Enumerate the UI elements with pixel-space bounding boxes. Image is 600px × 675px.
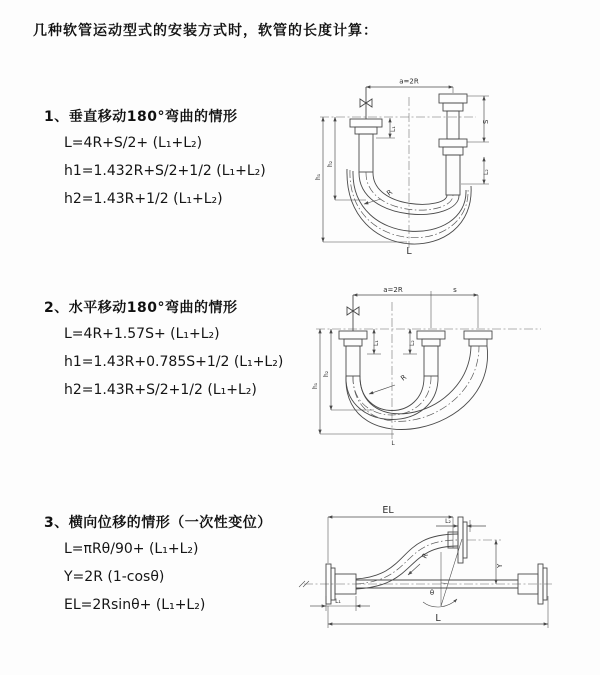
valve-icon [360, 87, 372, 119]
dimension-a2r-s [353, 286, 478, 328]
dim-l1-label: L₁ [390, 126, 397, 132]
formula-line: h1=1.43R+0.785S+1/2 (L₁+L₂) [64, 354, 284, 370]
dim-el-label: EL [382, 505, 394, 516]
radius-label: R [399, 373, 409, 383]
formula-line: L=4R+S/2+ (L₁+L₂) [64, 135, 203, 151]
dimension-l1 [376, 118, 397, 138]
dim-h1-label: h₁ [312, 382, 319, 389]
formula-line: h2=1.43R+1/2 (L₁+L₂) [64, 191, 223, 207]
formula-line: L=4R+1.57S+ (L₁+L₂) [64, 326, 220, 342]
formula-line: h2=1.43R+S/2+1/2 (L₁+L₂) [64, 382, 257, 398]
formula-line: Y=2R (1-cosθ) [64, 569, 165, 585]
dim-l1-label: L₁ [335, 598, 341, 605]
length-label: L [406, 246, 412, 257]
centerlines [316, 302, 541, 440]
radius-label: R [420, 552, 430, 560]
section3-formulas [64, 535, 205, 619]
dimension-s [467, 96, 490, 142]
length-label: L [391, 440, 395, 447]
dim-h2-label: h₂ [323, 370, 330, 377]
formula-line: h1=1.432R+S/2+1/2 (L₁+L₂) [64, 163, 266, 179]
dimension-el [328, 505, 453, 563]
dim-s-label: S [482, 119, 490, 124]
dimension-l2 [436, 518, 486, 532]
dim-l2-label: L₂ [409, 340, 416, 346]
hose-curves [346, 346, 488, 429]
dimension-h1 [315, 117, 407, 242]
radius-label: R [385, 188, 395, 198]
diagram-lateral-displacement [296, 502, 600, 640]
dim-y-label: Y [496, 563, 504, 568]
dimension-l2 [403, 329, 417, 354]
section1-heading: 1、垂直移动180°弯曲的情形 [44, 109, 238, 125]
right-pipe-assembly [464, 331, 492, 346]
dimension-a2r [366, 78, 453, 94]
radius-callout [408, 552, 430, 575]
left-pipe-assembly [350, 119, 382, 172]
dimension-y [496, 540, 504, 584]
dim-a2r-label: a=2R [383, 286, 403, 294]
dim-h1-label: h₁ [315, 173, 322, 180]
dimension-l1 [367, 329, 381, 354]
diagram-vertical-180-bend [308, 72, 598, 257]
theta-angle-construct [420, 539, 462, 607]
formula-line: EL=2Rsinθ+ (L₁+L₂) [64, 597, 206, 613]
dim-l2-label: L₂ [483, 169, 490, 175]
dim-s-label: s [453, 286, 457, 294]
dim-h2-label: h₂ [327, 160, 334, 167]
section1-formulas [64, 129, 266, 213]
theta-label: θ [429, 589, 435, 597]
right-pipe-assembly [439, 94, 467, 195]
section2-heading: 2、水平移动180°弯曲的情形 [44, 300, 238, 316]
formula-line: L=πRθ/90+ (L₁+L₂) [64, 541, 199, 557]
dim-l-label: L [435, 613, 441, 624]
dimension-l [328, 596, 548, 628]
radius-callout [369, 373, 408, 394]
dimension-l1 [310, 596, 370, 611]
valve-icon [347, 295, 359, 331]
dim-l2-label: L₂ [445, 518, 451, 525]
dim-l1-label: L₁ [373, 340, 380, 346]
section3-heading: 3、横向位移的情形（一次性变位） [44, 515, 272, 531]
diagram-horizontal-180-bend [306, 282, 598, 450]
left-pipe-assembly [339, 331, 367, 376]
section2-formulas [64, 320, 283, 404]
dim-a2r-label: a=2R [399, 77, 419, 86]
page-title: 几种软管运动型式的安装方式时，软管的长度计算： [33, 23, 378, 39]
dimension-l2 [461, 157, 490, 184]
lower-centerline [299, 581, 552, 587]
s-curve-hose [356, 534, 458, 589]
middle-pipe-assembly [417, 331, 445, 376]
dimension-h2 [327, 117, 366, 200]
